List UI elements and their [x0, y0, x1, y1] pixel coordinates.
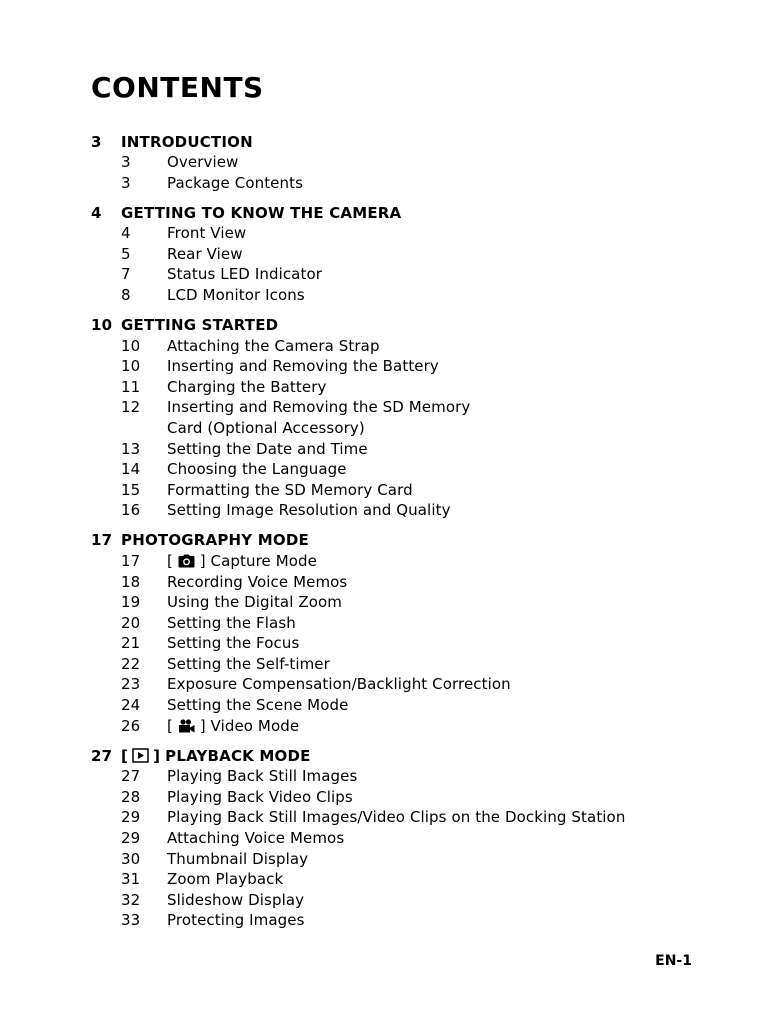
entry-title — [167, 716, 691, 737]
bracket-open: [ — [167, 716, 173, 735]
bracket-close: ] — [199, 716, 206, 735]
toc-entry[interactable] — [91, 910, 691, 931]
toc-entry[interactable] — [91, 459, 691, 480]
playback-icon — [132, 748, 149, 763]
entry-page-number: 3 — [121, 173, 131, 192]
entry-page-number: 22 — [121, 654, 141, 673]
entry-page-number: 12 — [121, 398, 141, 417]
toc-entry[interactable] — [91, 264, 691, 285]
toc-entry[interactable] — [91, 869, 691, 890]
toc-entry[interactable] — [91, 849, 691, 870]
toc-entry[interactable] — [91, 807, 691, 828]
toc-entry[interactable] — [91, 890, 691, 911]
entry-title: Playing Back Still Images — [167, 767, 358, 786]
toc-entry[interactable] — [91, 674, 691, 695]
toc-entry[interactable] — [91, 152, 691, 173]
section-title: PLAYBACK MODE — [165, 746, 311, 765]
entry-title: Attaching Voice Memos — [167, 829, 345, 848]
entry-title: Setting the Scene Mode — [167, 696, 349, 715]
entry-title: Thumbnail Display — [167, 849, 309, 868]
entry-page-number: 32 — [121, 890, 141, 909]
bracket-close: ] — [199, 551, 206, 570]
entry-title: Overview — [167, 153, 239, 171]
toc-entry[interactable] — [91, 397, 691, 438]
toc-entry[interactable] — [91, 592, 691, 613]
toc-entry[interactable] — [91, 285, 691, 306]
entry-page-number: 16 — [121, 501, 141, 520]
entry-page-number: 18 — [121, 572, 141, 591]
entry-title-text: Capture Mode — [210, 551, 318, 570]
toc-section-introduction — [91, 131, 691, 193]
entry-title-line: Card (Optional Accessory) — [167, 418, 365, 437]
toc-entry[interactable] — [91, 828, 691, 849]
page-title: CONTENTS — [91, 71, 264, 104]
toc-entry[interactable] — [91, 633, 691, 654]
toc-entry[interactable] — [91, 572, 691, 593]
section-page-number: 27 — [91, 746, 113, 765]
entry-title: Using the Digital Zoom — [167, 593, 343, 612]
entry-page-number: 13 — [121, 439, 141, 458]
toc-entry[interactable] — [91, 766, 691, 787]
entry-page-number: 14 — [121, 460, 141, 479]
toc-section-getting-started — [91, 315, 691, 521]
entry-title: Slideshow Display — [167, 890, 305, 909]
entry-page-number: 20 — [121, 613, 141, 632]
table-of-contents — [91, 131, 691, 940]
entry-title: Formatting the SD Memory Card — [167, 480, 413, 499]
section-title: INTRODUCTION — [121, 132, 253, 151]
entry-title: Front View — [167, 224, 247, 243]
entry-title: Charging the Battery — [167, 377, 327, 396]
section-title: PHOTOGRAPHY MODE — [121, 531, 309, 550]
entry-page-number: 4 — [121, 224, 131, 243]
entry-title: Recording Voice Memos — [167, 572, 348, 591]
toc-section-getting-to-know-camera — [91, 202, 691, 305]
entry-title: Setting the Self-timer — [167, 654, 330, 673]
entry-page-number: 33 — [121, 911, 141, 930]
entry-page-number: 10 — [121, 336, 141, 355]
entry-page-number: 21 — [121, 634, 141, 653]
bracket-open: [ — [121, 746, 129, 765]
section-page-number: 3 — [91, 132, 102, 151]
entry-title: Playing Back Video Clips — [167, 787, 353, 806]
toc-entry[interactable] — [91, 439, 691, 460]
entry-page-number: 11 — [121, 377, 141, 396]
entry-title: LCD Monitor Icons — [167, 285, 305, 304]
toc-section-photography-mode — [91, 530, 691, 736]
toc-entry[interactable] — [91, 173, 691, 194]
entry-page-number: 29 — [121, 829, 141, 848]
entry-title: Package Contents — [167, 173, 304, 192]
toc-entry[interactable] — [91, 551, 691, 572]
section-page-number: 4 — [91, 203, 102, 222]
section-heading[interactable] — [91, 745, 691, 766]
entry-title: Setting the Focus — [167, 634, 300, 653]
toc-entry[interactable] — [91, 613, 691, 634]
entry-title-line: Inserting and Removing the SD Memory — [167, 398, 471, 417]
bracket-open: [ — [167, 551, 173, 570]
entry-page-number: 27 — [121, 767, 141, 786]
entry-title: Playing Back Still Images/Video Clips on the Docking Station — [167, 808, 626, 827]
entry-title-text: Video Mode — [210, 716, 300, 735]
toc-entry[interactable] — [91, 654, 691, 675]
entry-title: Attaching the Camera Strap — [167, 336, 380, 355]
toc-section-playback-mode — [91, 745, 691, 931]
entry-title: Exposure Compensation/Backlight Correction — [167, 675, 511, 694]
toc-entry[interactable] — [91, 480, 691, 501]
entry-title: Status LED Indicator — [167, 265, 323, 284]
entry-title: Choosing the Language — [167, 460, 347, 479]
section-page-number: 10 — [91, 316, 113, 335]
section-heading[interactable] — [91, 202, 691, 223]
entry-title: Setting the Date and Time — [167, 439, 368, 458]
entry-page-number: 28 — [121, 787, 141, 806]
toc-entry[interactable] — [91, 500, 691, 521]
entry-page-number: 3 — [121, 153, 131, 171]
entry-title: Inserting and Removing the Battery — [167, 357, 439, 376]
toc-entry[interactable] — [91, 716, 691, 737]
entry-page-number: 5 — [121, 244, 131, 263]
entry-title: Setting the Flash — [167, 613, 296, 632]
toc-entry[interactable] — [91, 787, 691, 808]
camera-icon — [178, 554, 195, 568]
entry-title — [167, 397, 691, 438]
entry-page-number: 15 — [121, 480, 141, 499]
entry-page-number: 26 — [121, 716, 141, 735]
entry-page-number: 29 — [121, 808, 141, 827]
section-heading[interactable] — [91, 131, 691, 152]
bracket-close: ] — [153, 746, 161, 765]
page-number-footer: EN-1 — [655, 953, 692, 969]
entry-page-number: 19 — [121, 593, 141, 612]
entry-title: Rear View — [167, 244, 243, 263]
entry-page-number: 7 — [121, 265, 131, 284]
entry-page-number: 31 — [121, 870, 141, 889]
section-heading[interactable] — [91, 530, 691, 551]
section-title: GETTING TO KNOW THE CAMERA — [121, 203, 402, 222]
toc-entry[interactable] — [91, 695, 691, 716]
entry-page-number: 17 — [121, 551, 141, 570]
toc-entry[interactable] — [91, 336, 691, 357]
entry-page-number: 8 — [121, 285, 131, 304]
section-title: GETTING STARTED — [121, 316, 279, 335]
toc-entry[interactable] — [91, 223, 691, 244]
entry-title — [167, 551, 691, 572]
toc-entry[interactable] — [91, 356, 691, 377]
toc-entry[interactable] — [91, 244, 691, 265]
entry-title: Setting Image Resolution and Quality — [167, 501, 451, 520]
entry-page-number: 30 — [121, 849, 141, 868]
entry-page-number: 24 — [121, 696, 141, 715]
entry-title: Protecting Images — [167, 911, 305, 930]
video-camera-icon — [178, 719, 195, 733]
entry-page-number: 10 — [121, 357, 141, 376]
entry-title: Zoom Playback — [167, 870, 284, 889]
toc-entry[interactable] — [91, 377, 691, 398]
section-page-number: 17 — [91, 531, 113, 550]
section-heading[interactable] — [91, 315, 691, 336]
entry-page-number: 23 — [121, 675, 141, 694]
